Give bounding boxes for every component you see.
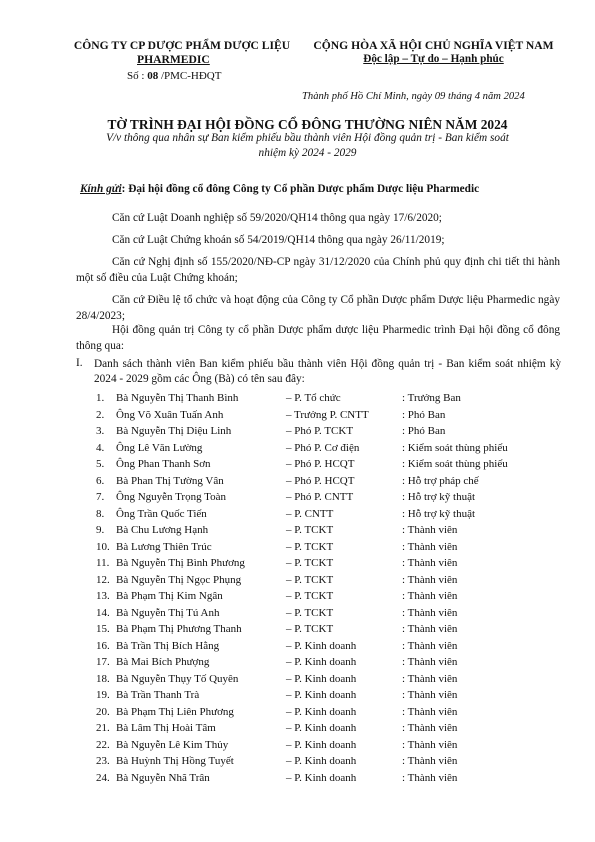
member-role: : Phó Ban: [402, 425, 446, 437]
member-name: Ông Phan Thanh Sơn: [116, 458, 211, 470]
member-name: Ông Võ Xuân Tuấn Anh: [116, 408, 224, 421]
doc-number-value: 08: [147, 70, 159, 82]
member-role: : Phó Ban: [402, 408, 446, 421]
member-number: 22.: [96, 738, 110, 751]
member-number: 21.: [96, 722, 110, 734]
member-role: : Thành viên: [402, 590, 458, 602]
paragraph-proposal: Hội đồng quản trị Công ty cổ phần Dược phẩm dược liệu Pharmedic trình Đại hội đồng cổ đông thông qua:: [76, 324, 560, 352]
member-role: : Thành viên: [402, 738, 458, 751]
member-role: : Thành viên: [402, 540, 458, 553]
member-role: : Thành viên: [402, 755, 458, 767]
member-department: – P. Tổ chức: [286, 392, 341, 404]
doc-number-prefix: Số :: [127, 70, 148, 82]
member-department: – Phó P. TCKT: [286, 425, 354, 437]
member-department: – P. Kinh doanh: [286, 639, 357, 652]
member-department: – P. Kinh doanh: [286, 689, 357, 701]
member-department: – Phó P. CNTT: [286, 491, 354, 503]
member-department: – P. TCKT: [286, 524, 334, 536]
member-name: Bà Phạm Thị Kim Ngân: [116, 590, 223, 602]
member-role: : Hỗ trợ kỹ thuật: [402, 507, 476, 520]
member-name: Bà Trần Thanh Trà: [116, 689, 200, 701]
member-number: 16.: [96, 639, 110, 652]
member-department: – P. Kinh doanh: [286, 771, 357, 784]
section-number: I.: [76, 357, 83, 369]
member-name: Bà Mai Bích Phượng: [116, 656, 210, 668]
member-department: – P. Kinh doanh: [286, 672, 357, 685]
section-heading: Danh sách thành viên Ban kiểm phiếu bầu thành viên Hội đồng quản trị - Ban kiểm soát nhiệm kỳ 2024 - 2029 gồm các Ông (Bà) có tên sau đây:: [94, 358, 561, 385]
member-name: Bà Nguyễn Thị Thanh Bình: [116, 392, 239, 404]
recipient-label: Kính gửi: [80, 183, 122, 195]
member-number: 4.: [96, 441, 105, 454]
member-number: 24.: [96, 771, 110, 784]
member-name: Bà Nguyễn Nhã Trân: [116, 771, 210, 784]
paragraph-legal-basis-2: Căn cứ Luật Chứng khoán số 54/2019/QH14 thông qua ngày 26/11/2019;: [112, 234, 445, 246]
recipient-line: [80, 183, 479, 197]
member-role: : Thành viên: [402, 705, 458, 718]
national-motto-text: Độc lập – Tự do – Hạnh phúc: [363, 53, 504, 65]
member-name: Bà Lương Thiên Trúc: [116, 540, 212, 553]
member-department: – P. TCKT: [286, 540, 334, 553]
member-name: Bà Nguyễn Thị Tú Anh: [116, 606, 220, 619]
member-department: – Phó P. Cơ điện: [286, 441, 360, 454]
member-name: Bà Chu Lương Hạnh: [116, 524, 209, 536]
member-number: 17.: [96, 656, 110, 668]
member-role: : Thành viên: [402, 771, 458, 784]
member-role: : Kiểm soát thùng phiếu: [402, 441, 508, 454]
member-number: 19.: [96, 689, 110, 701]
member-name: Ông Lê Văn Lường: [116, 441, 203, 454]
member-department: – P. Kinh doanh: [286, 656, 357, 668]
member-department: – P. Kinh doanh: [286, 705, 357, 718]
member-department: – P. CNTT: [286, 507, 334, 520]
member-department: – Trưởng P. CNTT: [286, 408, 369, 421]
member-number: 10.: [96, 540, 110, 553]
company-name-line2: PHARMEDIC: [137, 53, 210, 66]
member-name: Bà Nguyễn Thị Ngọc Phụng: [116, 573, 242, 586]
member-number: 23.: [96, 755, 110, 767]
national-motto: [306, 53, 561, 66]
document-number: [127, 70, 221, 83]
member-department: – Phó P. HCQT: [286, 474, 355, 487]
member-number: 20.: [96, 705, 110, 718]
member-department: – P. TCKT: [286, 606, 334, 619]
member-department: – P. TCKT: [286, 557, 334, 569]
member-role: : Thành viên: [402, 524, 458, 536]
member-name: Ông Nguyễn Trọng Toàn: [116, 491, 226, 503]
member-department: – P. TCKT: [286, 623, 334, 635]
company-name: CÔNG TY CP DƯỢC PHẨM DƯỢC LIỆU: [73, 39, 291, 52]
paragraph-legal-basis-3: Căn cứ Nghị định số 155/2020/NĐ-CP ngày 31/12/2020 của Chính phủ quy định chi tiết thi hành một số điều của Luật Chứng khoán;: [76, 256, 560, 284]
member-name: Bà Phạm Thị Phương Thanh: [116, 623, 242, 635]
member-role: : Thành viên: [402, 722, 458, 734]
member-department: – P. Kinh doanh: [286, 755, 357, 767]
member-name: Bà Nguyễn Thị Diệu Linh: [116, 425, 232, 437]
member-name: Bà Huỳnh Thị Hồng Tuyết: [116, 755, 234, 767]
document-subtitle-line2: nhiệm kỳ 2024 - 2029: [258, 147, 357, 159]
member-name: Bà Phan Thị Tường Vân: [116, 474, 224, 487]
republic-heading: CỘNG HÒA XÃ HỘI CHỦ NGHĨA VIỆT NAM: [313, 39, 554, 52]
member-name: Bà Lâm Thị Hoài Tâm: [116, 722, 216, 734]
member-department: – P. TCKT: [286, 590, 334, 602]
date-line: Thành phố Hồ Chí Minh, ngày 09 tháng 4 năm 2024: [302, 91, 525, 102]
member-name: Bà Nguyễn Lê Kim Thủy: [116, 738, 229, 751]
member-number: 9.: [96, 524, 105, 536]
paragraph-legal-basis-4: Căn cứ Điều lệ tổ chức và hoạt động của Công ty Cổ phần Dược phẩm Dược liệu Pharmedic ngày 28/4/2023;: [76, 294, 560, 322]
member-role: : Thành viên: [402, 639, 458, 652]
member-number: 18.: [96, 672, 110, 685]
member-number: 1.: [96, 392, 105, 404]
document-title: TỜ TRÌNH ĐẠI HỘI ĐỒNG CỔ ĐÔNG THƯỜNG NIÊN NĂM 2024: [107, 117, 508, 132]
member-role: : Thành viên: [402, 689, 458, 701]
member-role: : Thành viên: [402, 656, 458, 668]
doc-number-suffix: /PMC-HĐQT: [158, 70, 222, 82]
member-number: 2.: [96, 408, 105, 421]
member-role: : Thành viên: [402, 557, 458, 569]
member-name: Bà Trần Thị Bích Hằng: [116, 639, 220, 652]
member-department: – P. TCKT: [286, 573, 334, 586]
member-role: : Kiểm soát thùng phiếu: [402, 458, 508, 470]
recipient-text: : Đại hội đồng cổ đông Công ty Cổ phần Dược phẩm Dược liệu Pharmedic: [121, 183, 480, 195]
member-number: 11.: [96, 557, 110, 569]
member-role: : Trưởng Ban: [402, 392, 461, 404]
member-number: 12.: [96, 573, 110, 586]
member-department: – P. Kinh doanh: [286, 722, 357, 734]
member-number: 7.: [96, 491, 105, 503]
member-role: : Thành viên: [402, 606, 458, 619]
member-role: : Thành viên: [402, 623, 458, 635]
member-role: : Thành viên: [402, 573, 458, 586]
member-department: – P. Kinh doanh: [286, 738, 357, 751]
member-number: 15.: [96, 623, 110, 635]
member-name: Bà Nguyễn Thụy Tố Quyên: [116, 672, 239, 685]
member-number: 13.: [96, 590, 110, 602]
member-number: 8.: [96, 507, 105, 520]
member-number: 14.: [96, 606, 110, 619]
member-name: Bà Nguyễn Thị Bình Phương: [116, 557, 245, 569]
member-number: 3.: [96, 425, 105, 437]
member-name: Ông Trần Quốc Tiến: [116, 507, 207, 520]
member-role: : Hỗ trợ pháp chế: [402, 474, 479, 487]
member-number: 6.: [96, 474, 105, 487]
member-name: Bà Phạm Thị Liên Phương: [116, 705, 234, 718]
member-number: 5.: [96, 458, 105, 470]
paragraph-legal-basis-1: Căn cứ Luật Doanh nghiệp số 59/2020/QH14 thông qua ngày 17/6/2020;: [112, 212, 442, 224]
member-department: – Phó P. HCQT: [286, 458, 355, 470]
document-subtitle: V/v thông qua nhân sự Ban kiểm phiếu bầu thành viên Hội đồng quản trị - Ban kiểm soát: [106, 132, 509, 144]
member-role: : Hỗ trợ kỹ thuật: [402, 491, 476, 503]
member-role: : Thành viên: [402, 672, 458, 685]
